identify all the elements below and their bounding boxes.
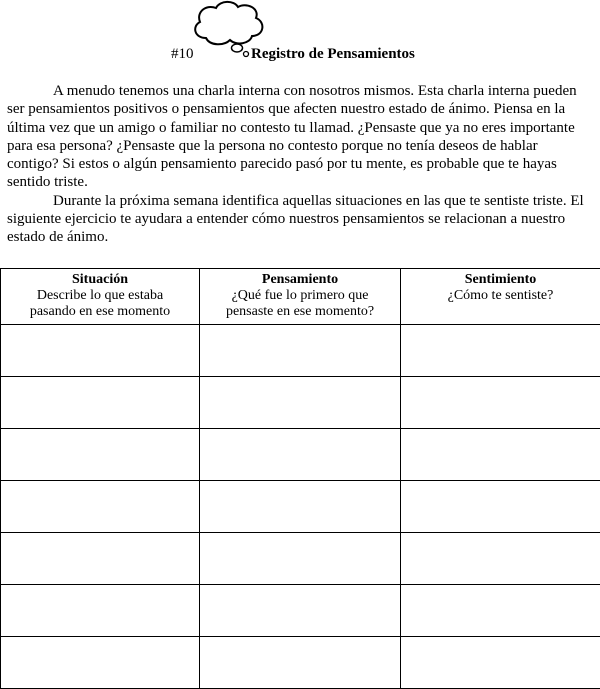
pensamiento-cell[interactable] xyxy=(200,481,401,533)
table-row xyxy=(1,533,600,585)
column-header-situacion xyxy=(1,269,200,325)
thought-record-table xyxy=(0,268,600,689)
sentimiento-cell[interactable] xyxy=(401,429,600,481)
table-header-row xyxy=(1,269,600,325)
column-subtitle: Describe lo que estaba xyxy=(1,288,199,304)
pensamiento-cell[interactable] xyxy=(200,637,401,689)
pensamiento-cell[interactable] xyxy=(200,429,401,481)
column-subtitle: ¿Qué fue lo primero que xyxy=(200,288,400,304)
column-subtitle: pasando en ese momento xyxy=(1,304,199,320)
table-row xyxy=(1,585,600,637)
intro-paragraph-1: A menudo tenemos una charla interna con nosotros mismos. Esta charla interna pueden ser pensamientos positivos o pensamientos que afecten nuestro estado de ánimo. Piensa en la última vez que un amigo o familiar no contesto tu llamad. ¿Pensaste que ya no eres importante para esa persona? ¿Pensaste que la persona no contesto porque no tenía deseos de hablar contigo? Si estos o algún pensamiento parecido pasó por tu mente, es probable que te hayas sentido triste. xyxy=(7,82,592,192)
situacion-cell[interactable] xyxy=(1,637,200,689)
sentimiento-cell[interactable] xyxy=(401,481,600,533)
column-header-sentimiento xyxy=(401,269,600,325)
sentimiento-cell[interactable] xyxy=(401,637,600,689)
column-header-pensamiento xyxy=(200,269,401,325)
sentimiento-cell[interactable] xyxy=(401,585,600,637)
pensamiento-cell[interactable] xyxy=(200,325,401,377)
page-title: Registro de Pensamientos xyxy=(251,46,415,63)
column-subtitle: ¿Cómo te sentiste? xyxy=(401,288,600,304)
table-row xyxy=(1,481,600,533)
situacion-cell[interactable] xyxy=(1,585,200,637)
column-subtitle: pensaste en ese momento? xyxy=(200,304,400,320)
column-heading: Sentimiento xyxy=(401,272,600,288)
column-heading: Pensamiento xyxy=(200,272,400,288)
intro-paragraph-2: Durante la próxima semana identifica aquellas situaciones en las que te sentiste triste. El siguiente ejercicio te ayudara a entender cómo nuestros pensamientos se relacionan a nuestro estado de ánimo. xyxy=(7,192,592,247)
sentimiento-cell[interactable] xyxy=(401,325,600,377)
situacion-cell[interactable] xyxy=(1,377,200,429)
column-heading: Situación xyxy=(1,272,199,288)
situacion-cell[interactable] xyxy=(1,429,200,481)
pensamiento-cell[interactable] xyxy=(200,585,401,637)
table-row xyxy=(1,429,600,481)
sentimiento-cell[interactable] xyxy=(401,533,600,585)
table-row xyxy=(1,325,600,377)
situacion-cell[interactable] xyxy=(1,481,200,533)
pensamiento-cell[interactable] xyxy=(200,377,401,429)
table-row xyxy=(1,637,600,689)
situacion-cell[interactable] xyxy=(1,533,200,585)
pensamiento-cell[interactable] xyxy=(200,533,401,585)
worksheet-number: #10 xyxy=(171,46,194,63)
table-row xyxy=(1,377,600,429)
intro-text xyxy=(7,82,592,247)
situacion-cell[interactable] xyxy=(1,325,200,377)
sentimiento-cell[interactable] xyxy=(401,377,600,429)
